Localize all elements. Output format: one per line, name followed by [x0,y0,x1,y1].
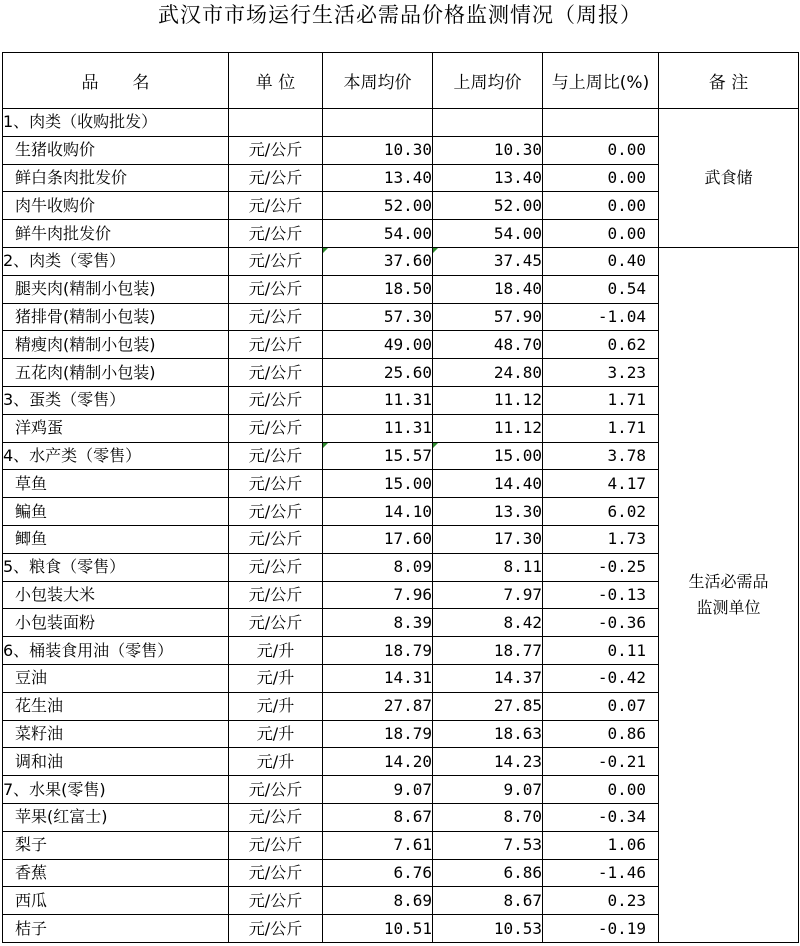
week-ratio: -0.25 [543,553,659,581]
last-week-price: 11.12 [433,414,543,442]
header-last-week: 上周均价 [433,53,543,109]
item-name: 小包装大米 [3,581,229,609]
item-unit: 元/公斤 [229,331,323,359]
week-ratio: 0.23 [543,887,659,915]
item-name: 洋鸡蛋 [3,414,229,442]
last-week-price: 27.85 [433,692,543,720]
note-wholesale: 武食储 [659,109,799,248]
last-week-price: 7.53 [433,831,543,859]
this-week-price: 27.87 [323,692,433,720]
header-unit: 单 位 [229,53,323,109]
this-week-price: 52.00 [323,192,433,220]
item-unit: 元/公斤 [229,303,323,331]
item-name: 菜籽油 [3,720,229,748]
last-week-price: 8.11 [433,553,543,581]
week-ratio: 0.54 [543,275,659,303]
last-week-price: 10.53 [433,915,543,943]
this-week-price: 18.79 [323,720,433,748]
item-name: 调和油 [3,748,229,776]
last-week-price: 9.07 [433,776,543,804]
last-week-price [433,109,543,137]
this-week-price: 9.07 [323,776,433,804]
week-ratio: 0.86 [543,720,659,748]
last-week-price: 24.80 [433,359,543,387]
item-unit: 元/公斤 [229,359,323,387]
this-week-price: 18.79 [323,637,433,665]
item-name: 2、肉类（零售） [3,247,229,275]
week-ratio: 0.00 [543,776,659,804]
last-week-price: 18.77 [433,637,543,665]
item-unit: 元/升 [229,664,323,692]
item-unit: 元/公斤 [229,887,323,915]
week-ratio: -0.13 [543,581,659,609]
this-week-price: 18.50 [323,275,433,303]
price-table [2,52,799,943]
week-ratio: 1.73 [543,525,659,553]
item-unit: 元/公斤 [229,581,323,609]
item-name: 腿夹肉(精制小包装) [3,275,229,303]
item-unit: 元/公斤 [229,498,323,526]
last-week-price: 8.67 [433,887,543,915]
this-week-price: 10.51 [323,915,433,943]
last-week-price: 6.86 [433,859,543,887]
last-week-price: 18.40 [433,275,543,303]
this-week-price: 7.96 [323,581,433,609]
category-row [3,247,799,275]
header-this-week: 本周均价 [323,53,433,109]
item-name: 鳊鱼 [3,498,229,526]
item-unit: 元/升 [229,720,323,748]
item-name: 五花肉(精制小包装) [3,359,229,387]
item-name: 西瓜 [3,887,229,915]
header-name: 品 名 [3,53,229,109]
item-unit: 元/公斤 [229,525,323,553]
last-week-price: 52.00 [433,192,543,220]
item-name: 猪排骨(精制小包装) [3,303,229,331]
item-name: 4、水产类（零售） [3,442,229,470]
note-monitor-unit [659,247,799,942]
item-name: 梨子 [3,831,229,859]
item-name: 鲫鱼 [3,525,229,553]
item-unit: 元/公斤 [229,220,323,248]
week-ratio: -1.46 [543,859,659,887]
this-week-price: 11.31 [323,414,433,442]
this-week-price: 8.09 [323,553,433,581]
item-unit: 元/公斤 [229,915,323,943]
header-ratio: 与上周比(%) [543,53,659,109]
week-ratio: -0.34 [543,803,659,831]
week-ratio: 1.71 [543,414,659,442]
last-week-price: 13.30 [433,498,543,526]
item-unit: 元/升 [229,692,323,720]
item-name: 肉牛收购价 [3,192,229,220]
item-unit: 元/公斤 [229,164,323,192]
item-name: 1、肉类（收购批发） [3,109,229,137]
item-unit: 元/公斤 [229,247,323,275]
item-name: 豆油 [3,664,229,692]
item-unit [229,109,323,137]
week-ratio: 3.78 [543,442,659,470]
header-note: 备 注 [659,53,799,109]
week-ratio [543,109,659,137]
item-name: 5、粮食（零售） [3,553,229,581]
this-week-price: 14.20 [323,748,433,776]
this-week-price: 13.40 [323,164,433,192]
last-week-price: 7.97 [433,581,543,609]
item-unit: 元/公斤 [229,776,323,804]
week-ratio: 6.02 [543,498,659,526]
this-week-price: 8.39 [323,609,433,637]
item-unit: 元/升 [229,637,323,665]
report-title: 武汉市市场运行生活必需品价格监测情况（周报） [158,3,642,27]
week-ratio: -1.04 [543,303,659,331]
item-unit: 元/公斤 [229,831,323,859]
item-name: 生猪收购价 [3,136,229,164]
item-unit: 元/公斤 [229,386,323,414]
item-unit: 元/公斤 [229,803,323,831]
last-week-price: 11.12 [433,386,543,414]
week-ratio: 0.00 [543,164,659,192]
last-week-price: 15.00 [433,442,543,470]
last-week-price: 18.63 [433,720,543,748]
week-ratio: 1.06 [543,831,659,859]
this-week-price: 14.31 [323,664,433,692]
week-ratio: 0.00 [543,192,659,220]
this-week-price: 8.69 [323,887,433,915]
week-ratio: -0.21 [543,748,659,776]
last-week-price: 13.40 [433,164,543,192]
this-week-price: 25.60 [323,359,433,387]
week-ratio: 0.00 [543,220,659,248]
note-monitor-line1: 生活必需品 [688,571,769,591]
this-week-price: 11.31 [323,386,433,414]
item-unit: 元/公斤 [229,275,323,303]
this-week-price: 15.00 [323,470,433,498]
this-week-price: 7.61 [323,831,433,859]
last-week-price: 14.40 [433,470,543,498]
this-week-price: 14.10 [323,498,433,526]
item-name: 6、桶装食用油（零售） [3,637,229,665]
item-unit: 元/公斤 [229,414,323,442]
last-week-price: 54.00 [433,220,543,248]
this-week-price: 6.76 [323,859,433,887]
week-ratio: 1.71 [543,386,659,414]
item-name: 鲜白条肉批发价 [3,164,229,192]
week-ratio: -0.19 [543,915,659,943]
last-week-price: 17.30 [433,525,543,553]
category-row [3,109,799,137]
item-unit: 元/升 [229,748,323,776]
this-week-price: 17.60 [323,525,433,553]
this-week-price: 49.00 [323,331,433,359]
last-week-price: 8.70 [433,803,543,831]
last-week-price: 48.70 [433,331,543,359]
week-ratio: -0.42 [543,664,659,692]
this-week-price: 10.30 [323,136,433,164]
item-name: 精瘦肉(精制小包装) [3,331,229,359]
this-week-price: 37.60 [323,247,433,275]
item-name: 7、水果(零售) [3,776,229,804]
this-week-price [323,109,433,137]
last-week-price: 37.45 [433,247,543,275]
item-name: 鲜牛肉批发价 [3,220,229,248]
item-unit: 元/公斤 [229,442,323,470]
week-ratio: -0.36 [543,609,659,637]
week-ratio: 0.40 [543,247,659,275]
item-unit: 元/公斤 [229,609,323,637]
item-unit: 元/公斤 [229,553,323,581]
last-week-price: 10.30 [433,136,543,164]
note-monitor-line2: 监测单位 [696,597,761,617]
week-ratio: 0.11 [543,637,659,665]
header-row [3,53,799,109]
last-week-price: 8.42 [433,609,543,637]
last-week-price: 14.23 [433,748,543,776]
week-ratio: 0.07 [543,692,659,720]
this-week-price: 54.00 [323,220,433,248]
item-unit: 元/公斤 [229,470,323,498]
week-ratio: 4.17 [543,470,659,498]
week-ratio: 3.23 [543,359,659,387]
item-name: 花生油 [3,692,229,720]
last-week-price: 57.90 [433,303,543,331]
item-name: 小包装面粉 [3,609,229,637]
item-name: 草鱼 [3,470,229,498]
item-name: 香蕉 [3,859,229,887]
last-week-price: 14.37 [433,664,543,692]
item-name: 桔子 [3,915,229,943]
item-unit: 元/公斤 [229,136,323,164]
item-name: 苹果(红富士) [3,803,229,831]
item-unit: 元/公斤 [229,859,323,887]
this-week-price: 8.67 [323,803,433,831]
week-ratio: 0.62 [543,331,659,359]
item-unit: 元/公斤 [229,192,323,220]
this-week-price: 57.30 [323,303,433,331]
week-ratio: 0.00 [543,136,659,164]
item-name: 3、蛋类（零售） [3,386,229,414]
this-week-price: 15.57 [323,442,433,470]
